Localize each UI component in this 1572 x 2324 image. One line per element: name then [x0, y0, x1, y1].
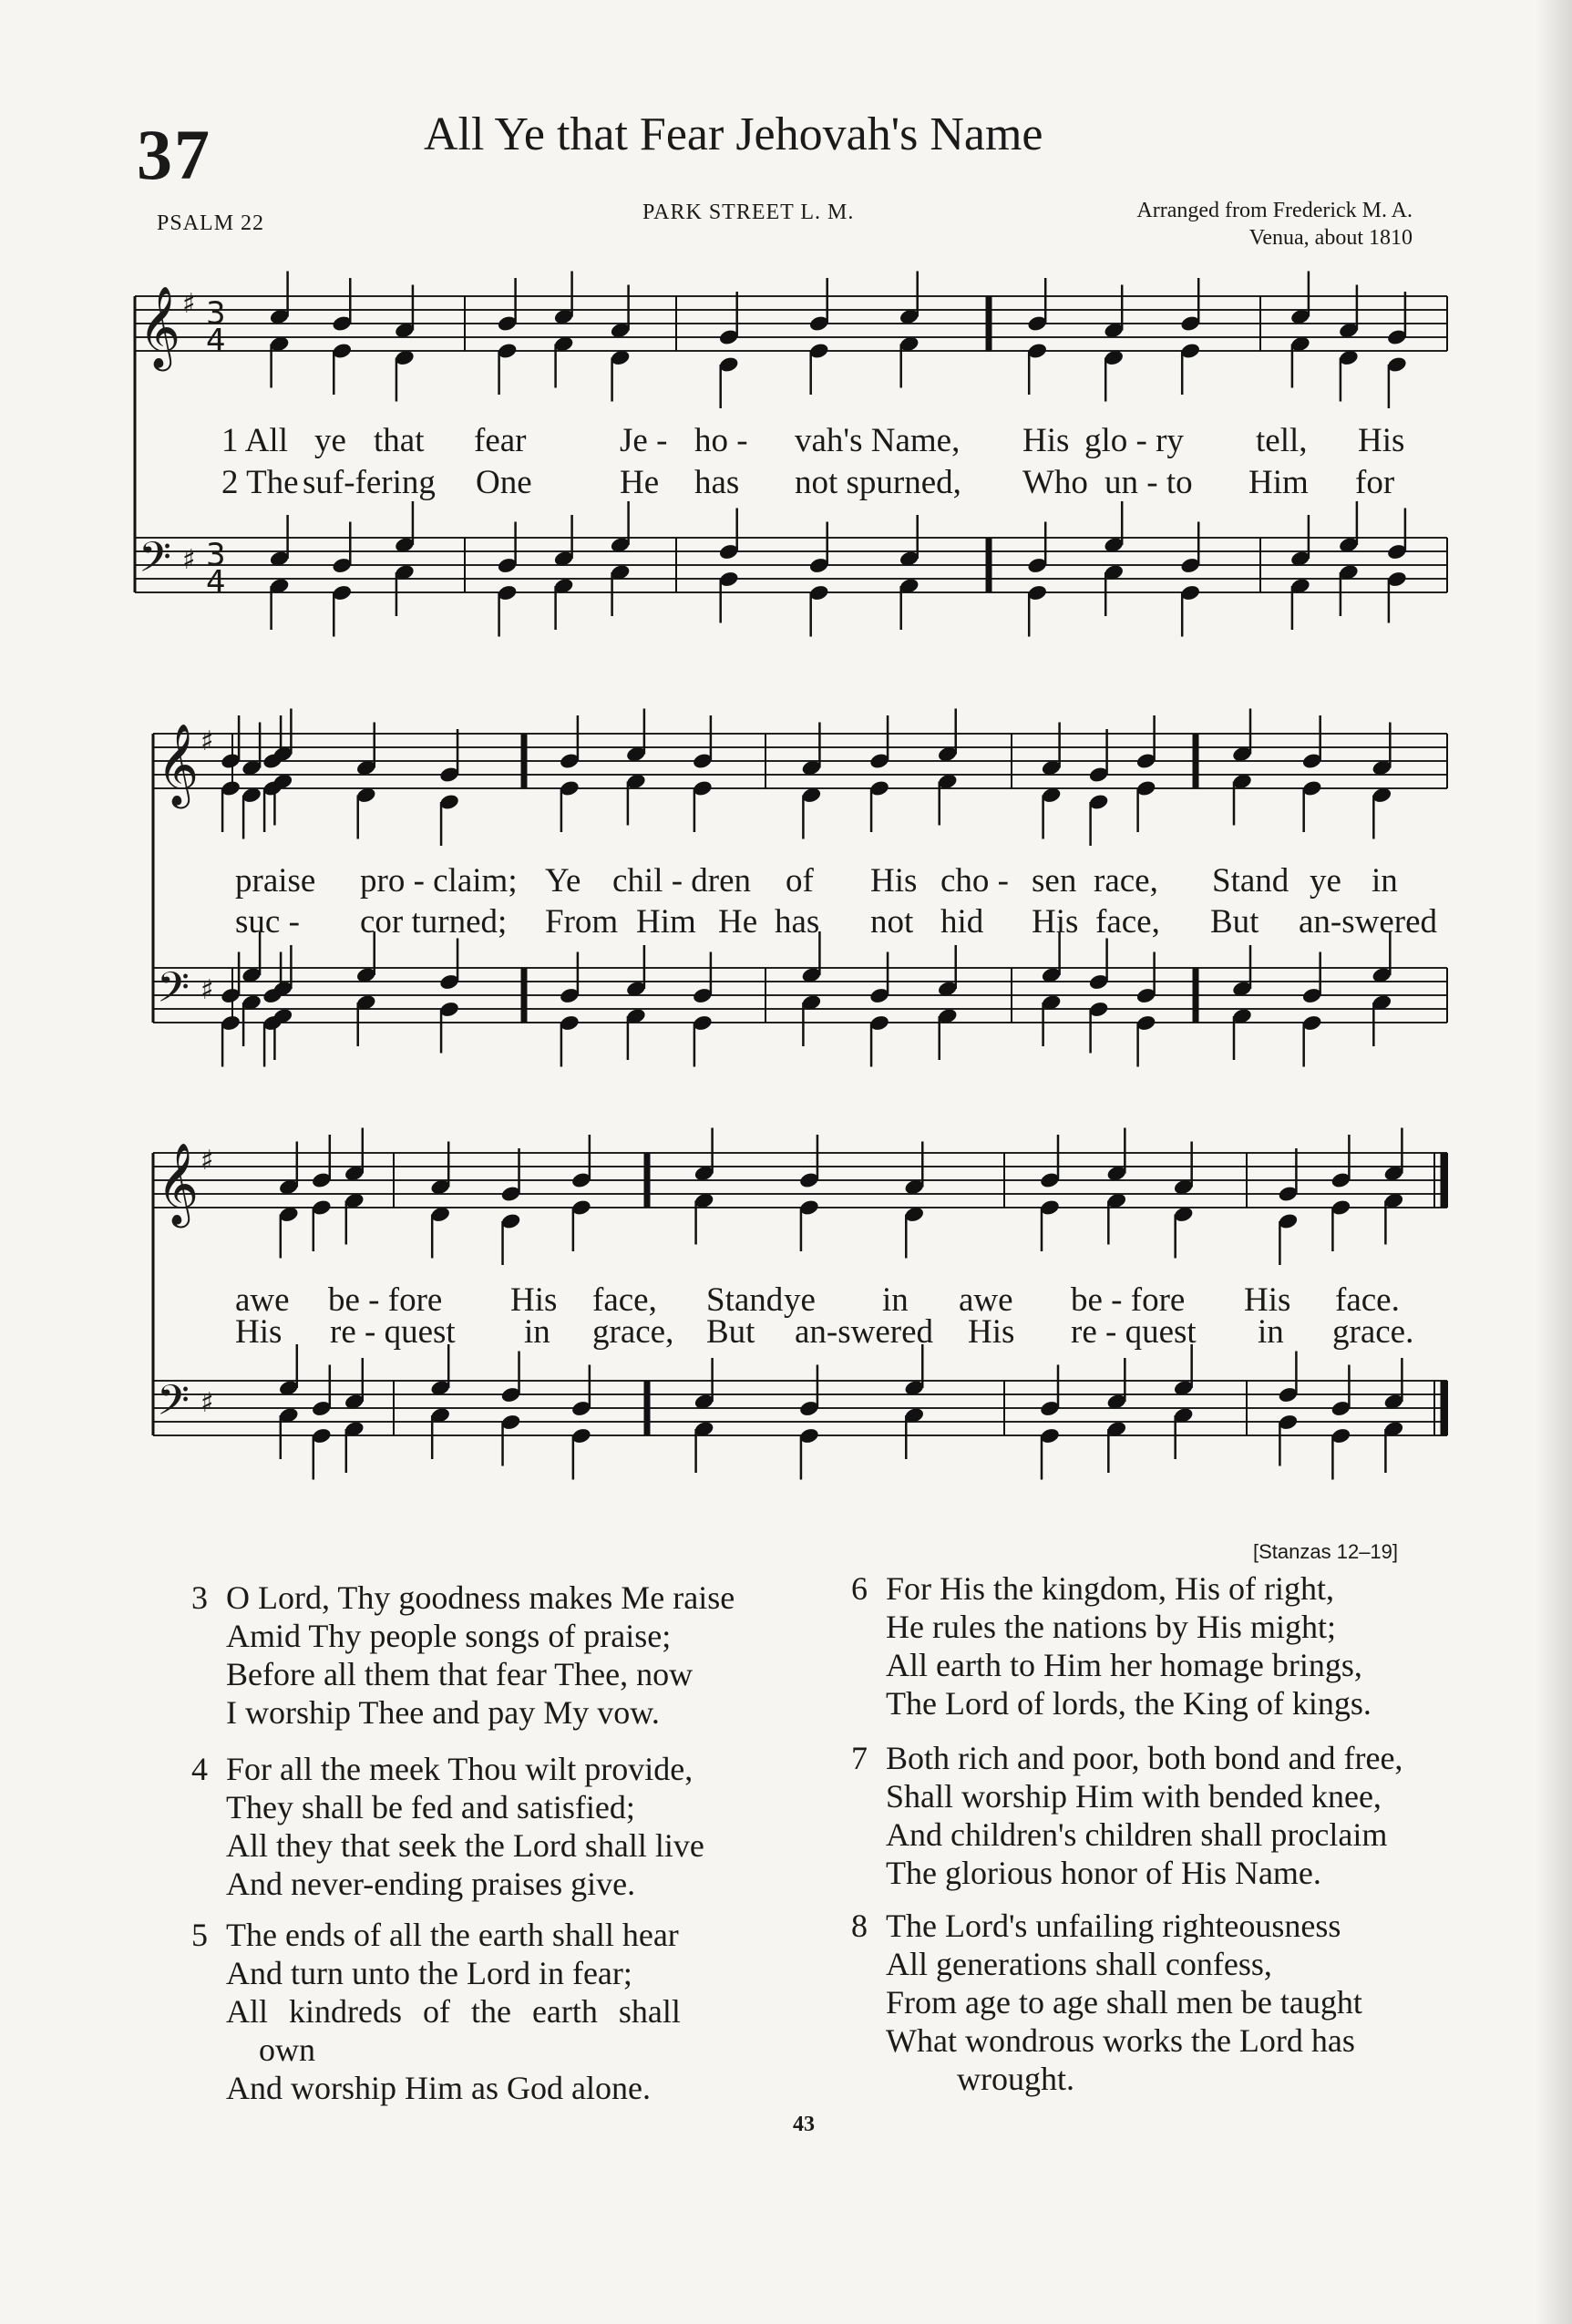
arranger-line-2: Venua, about 1810	[1248, 226, 1413, 250]
stanza-line: O Lord, Thy goodness makes Me raise	[226, 1579, 735, 1616]
stanza-line: All kindreds of the earth shall	[226, 1993, 681, 2030]
lyric-word: cho -	[940, 862, 1009, 900]
lyric-word: ye	[1310, 862, 1341, 900]
lyric-word: Je -	[620, 422, 668, 459]
time-signature-top: 3	[206, 295, 226, 332]
stanza-number: 4	[191, 1751, 208, 1787]
lyric-word: Who	[1022, 464, 1088, 501]
stanza-line: They shall be fed and satisfied;	[226, 1789, 635, 1825]
lyric-word: face,	[592, 1281, 657, 1319]
sharp-icon: ♯	[182, 544, 196, 576]
lyric-word: fear	[474, 422, 527, 459]
stanza-line: Before all them that fear Thee, now	[226, 1656, 694, 1692]
stanza-line: He rules the nations by His might;	[886, 1609, 1336, 1645]
lyric-word: ye	[784, 1281, 816, 1319]
lyric-word: re - quest	[1071, 1313, 1197, 1351]
stanza-line: And children's children shall proclaim	[886, 1816, 1388, 1853]
lyric-word: But	[706, 1313, 755, 1351]
lyric-word: in	[1372, 862, 1398, 900]
lyric-word: But	[1210, 903, 1259, 941]
stanza-line: The ends of all the earth shall hear	[226, 1917, 679, 1953]
lyric-word: has	[694, 464, 740, 501]
stanza-5	[191, 1916, 681, 2107]
lyric-word: re - quest	[330, 1313, 456, 1351]
stanza-line: From age to age shall men be taught	[886, 1984, 1362, 2021]
lyric-word: face,	[1095, 903, 1160, 941]
lyric-word: tell,	[1256, 422, 1308, 459]
hymn-title: All Ye that Fear Jehovah's Name	[424, 108, 1043, 160]
lyric-word: sen	[1032, 862, 1077, 900]
time-signature-bottom: 4	[206, 323, 226, 359]
bass-clef-icon: 𝄢	[157, 963, 190, 1023]
stanza-6	[851, 1569, 1372, 1722]
lyric-word: grace.	[1332, 1313, 1414, 1351]
stanza-line: For His the kingdom, His of right,	[886, 1570, 1334, 1607]
stanza-line: own	[259, 2031, 315, 2068]
treble-clef-icon: 𝄞	[139, 286, 181, 368]
lyric-word: an-swered	[1299, 903, 1438, 941]
lyric-word: His	[510, 1281, 558, 1319]
stanza-line: For all the meek Thou wilt provide,	[226, 1751, 694, 1787]
stanza-3	[191, 1578, 735, 1732]
lyric-word: Him	[1248, 464, 1309, 501]
psalm-reference: PSALM 22	[157, 211, 265, 235]
stanza-line: Shall worship Him with bended knee,	[886, 1778, 1382, 1815]
lyric-word: One	[476, 464, 532, 501]
lyric-word: Stand	[706, 1281, 784, 1319]
lyric-word: be - fore	[328, 1281, 443, 1319]
hymn-number: 37	[137, 115, 211, 194]
sharp-icon: ♯	[200, 974, 214, 1006]
lyric-word: He	[620, 464, 660, 501]
stanza-line: All they that seek the Lord shall live	[226, 1827, 704, 1864]
stanza-4	[191, 1750, 704, 1903]
stanza-number: 8	[851, 1908, 868, 1944]
lyric-word: His	[1244, 1281, 1291, 1319]
sharp-icon: ♯	[200, 1387, 214, 1419]
lyric-word: not	[870, 903, 914, 941]
stanza-line: And never-ending praises give.	[226, 1866, 636, 1902]
lyric-word: race,	[1094, 862, 1158, 900]
treble-clef-icon: 𝄞	[157, 724, 200, 806]
lyric-word: His	[870, 862, 918, 900]
lyric-word: awe	[235, 1281, 290, 1319]
stanza-line: And worship Him as God alone.	[226, 2070, 651, 2106]
lyric-word: un - to	[1105, 464, 1193, 501]
stanza-8	[851, 1907, 1362, 2098]
lyric-word: praise	[235, 862, 316, 900]
lyric-word: 2 The	[221, 464, 299, 501]
lyric-word: His	[1358, 422, 1405, 459]
bass-clef-icon: 𝄢	[157, 1376, 190, 1435]
lyric-word: ye	[314, 422, 346, 459]
sharp-icon: ♯	[200, 1145, 214, 1177]
stanza-number: 3	[191, 1579, 208, 1616]
lyric-word: of	[786, 862, 814, 900]
lyric-word: that	[374, 422, 425, 459]
lyric-word: for	[1355, 464, 1395, 501]
lyric-word: vah's Name,	[795, 422, 961, 459]
stanza-line: Both rich and poor, both bond and free,	[886, 1740, 1403, 1776]
lyric-word: chil - dren	[612, 862, 752, 900]
lyric-word: face.	[1335, 1281, 1400, 1319]
sharp-icon: ♯	[200, 725, 214, 757]
bass-clef-icon: 𝄢	[139, 533, 172, 592]
page-number: 43	[793, 2113, 815, 2136]
treble-clef-icon: 𝄞	[157, 1143, 200, 1225]
lyric-word: in	[524, 1313, 550, 1351]
stanza-reference: [Stanzas 12–19]	[1253, 1540, 1399, 1563]
sharp-icon: ♯	[182, 288, 196, 320]
lyric-word: He	[718, 903, 758, 941]
lyric-word: ho -	[694, 422, 748, 459]
stanza-number: 5	[191, 1917, 208, 1953]
lyric-word: From	[545, 903, 619, 941]
lyric-word: His	[1022, 422, 1070, 459]
lyric-word: suc -	[235, 903, 300, 941]
lyric-word: hid	[940, 903, 984, 941]
lyric-word: not spurned,	[795, 464, 961, 501]
lyric-word: Stand	[1212, 862, 1289, 900]
lyric-word: pro - claim;	[360, 862, 518, 900]
stanza-number: 6	[851, 1570, 868, 1607]
stanza-line: wrought.	[957, 2061, 1074, 2097]
stanza-line: What wondrous works the Lord has	[886, 2022, 1355, 2059]
lyric-word: cor turned;	[360, 903, 508, 941]
stanza-line: All generations shall confess,	[886, 1946, 1272, 1982]
stanza-line: Amid Thy people songs of praise;	[226, 1618, 672, 1654]
time-signature-bottom: 4	[206, 564, 226, 601]
lyric-word: in	[1258, 1313, 1284, 1351]
stanza-line: And turn unto the Lord in fear;	[226, 1955, 632, 1991]
lyric-word: glo - ry	[1084, 422, 1184, 459]
lyric-word: Ye	[545, 862, 581, 900]
stanza-line: The Lord of lords, the King of kings.	[886, 1685, 1372, 1722]
lyric-word: an-swered	[795, 1313, 934, 1351]
time-signature-top: 3	[206, 537, 226, 573]
lyric-word: His	[1032, 903, 1079, 941]
lyric-word: His	[968, 1313, 1015, 1351]
tune-name: PARK STREET L. M.	[642, 201, 855, 224]
stanza-7	[851, 1739, 1403, 1892]
lyric-word: awe	[959, 1281, 1013, 1319]
stanza-line: The Lord's unfailing righteousness	[886, 1908, 1341, 1944]
stanza-number: 7	[851, 1740, 868, 1776]
stanza-line: All earth to Him her homage brings,	[886, 1647, 1362, 1683]
lyric-word: in	[882, 1281, 909, 1319]
arranger-line-1: Arranged from Frederick M. A.	[1136, 199, 1413, 222]
lyric-word: suf-fering	[303, 464, 436, 501]
lyric-word: Him	[636, 903, 696, 941]
lyric-word: 1 All	[221, 422, 288, 459]
lyric-word: be - fore	[1071, 1281, 1186, 1319]
lyric-word: has	[775, 903, 820, 941]
stanza-line: The glorious honor of His Name.	[886, 1855, 1321, 1891]
lyric-word: grace,	[592, 1313, 674, 1351]
stanza-line: I worship Thee and pay My vow.	[226, 1694, 660, 1731]
lyric-word: His	[235, 1313, 283, 1351]
